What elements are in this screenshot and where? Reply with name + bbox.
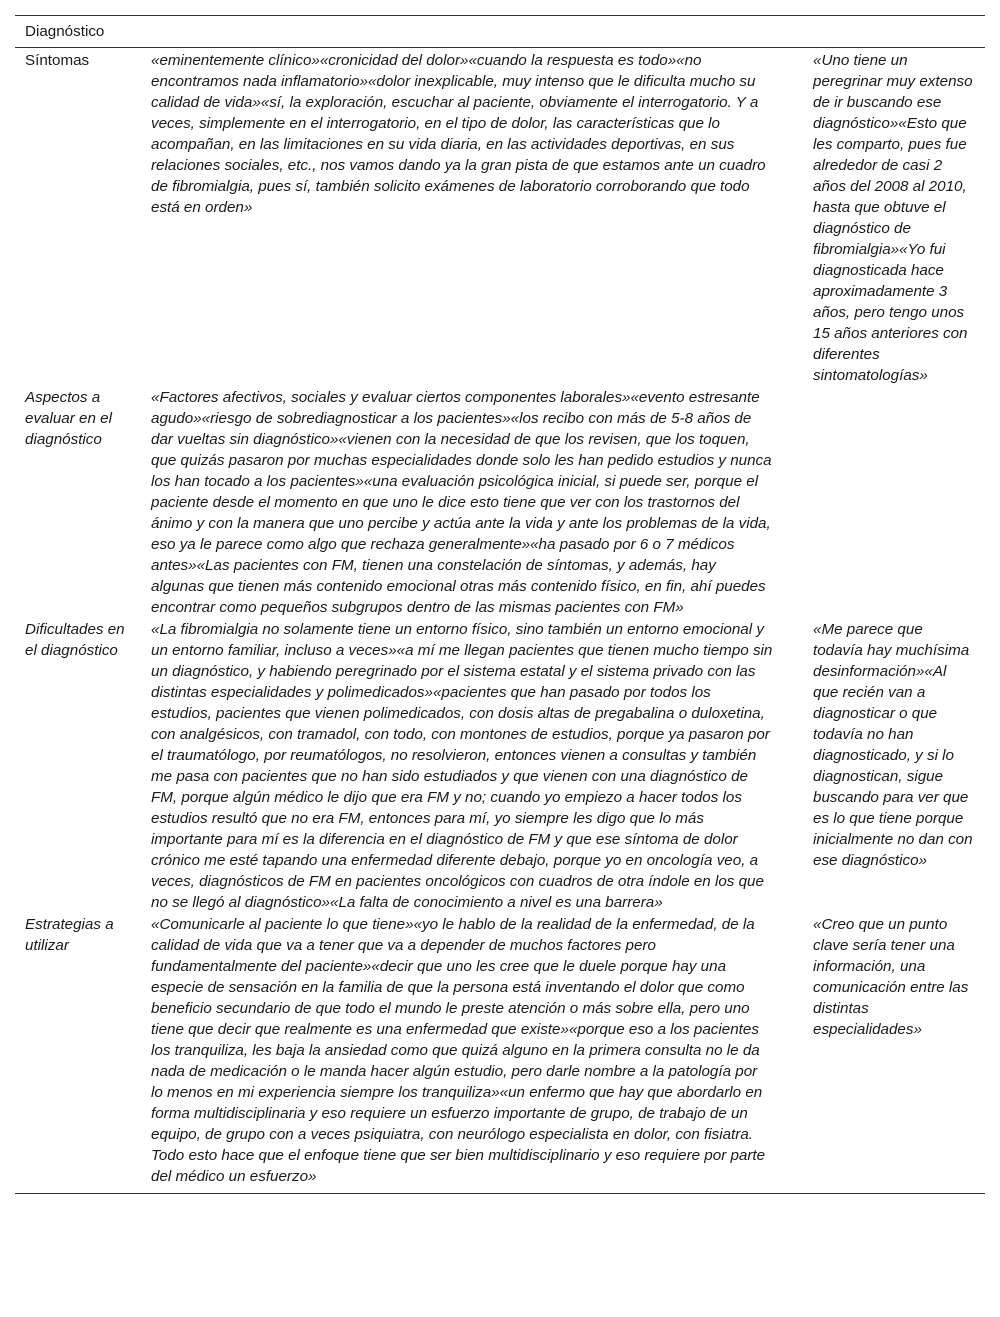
table-row-estrategias bbox=[15, 914, 985, 1194]
patient-quotes-estrategias: «Creo que un punto clave sería tener una información, una comunicación entre las distintas especialidades» bbox=[813, 916, 969, 1038]
professional-quotes-dificultades: «La fibromialgia no solamente tiene un entorno físico, sino también un entorno emocional y un entorno familiar, incluso a veces»«a mí me llegan pacientes que tienen mucho tiempo sin un diagnóstico, y habiendo peregrinado por el sistema estatal y el sistema privado con las distintas especialidades y polimedicados»«pacientes que han pasado por todos los estudios, pacientes que vienen polimedicados, con dosis altas de pregabalina o duloxetina, con analgésicos, con tramadol, con todo, con montones de estudios, porque ya pasaron por el traumatólogo, por reumatólogos, no resolvieron, entonces vienen a consultas y también me pasa con pacientes que no han sido estudiados y que vienen con una diagnóstico de FM, porque algún médico le dijo que era FM y no; cuando yo empiezo a hacer todos los estudios resultó que no era FM, entonces para mí, yo siempre les digo que lo más importante para mí es la diferencia en el diagnóstico de FM y que ese síntoma de dolor crónico me esté tapando una enfermedad diferente debajo, porque yo en oncología veo, a veces, diagnósticos de FM en pacientes oncológicos con cuadros de otra índole en los que no se llegó al diagnóstico»«La falta de conocimiento a nivel es una barrera» bbox=[151, 621, 773, 911]
patient-quotes-dificultades: «Me parece que todavía hay muchísima desinformación»«Al que recién van a diagnosticar o que todavía no han diagnosticado, y si lo diagnostican, sigue buscando para ver que es lo que tiene porque inicialmente no dan con ese diagnóstico» bbox=[813, 621, 973, 869]
patient-quotes-aspectos bbox=[803, 387, 985, 619]
diagnosis-quotes-table bbox=[15, 15, 985, 1194]
professional-quotes-sintomas: «eminentemente clínico»«cronicidad del dolor»«cuando la respuesta es todo»«no encontramos nada inflamatorio»«dolor inexplicable, muy intenso que le dificulta mucho su calidad de vida»«sí, la exploración, escuchar al paciente, obviamente el interrogatorio. Y a veces, simplemente en el interrogatorio, en el tipo de dolor, las características que lo acompañan, en las limitaciones en su vida diaria, en las actividades deportivas, en sus relaciones sociales, etc., nos vamos dando ya la gran pista de que estamos ante un cuadro de fibromialgia, pues sí, también solicito exámenes de laboratorio corroborando que todo está en orden» bbox=[151, 52, 766, 216]
row-label-estrategias: Estrategias a utilizar bbox=[25, 916, 114, 954]
table-row-aspectos bbox=[15, 387, 985, 619]
row-label-sintomas: Síntomas bbox=[25, 52, 90, 69]
table-row-sintomas bbox=[15, 48, 985, 388]
table-row-dificultades bbox=[15, 619, 985, 914]
professional-quotes-estrategias: «Comunicarle al paciente lo que tiene»«yo le hablo de la realidad de la enfermedad, de la calidad de vida que va a tener que va a depender de muchos factores pero fundamentalmente del paciente»«decir que uno les cree que le duele porque hay una especie de sensación en la familia de que la persona está inventando el dolor que como beneficio secundario de que todo el mundo le preste atención o más sobre ella, pero uno tiene que decir que realmente es una enfermedad que existe»«porque eso a los pacientes los tranquiliza, les baja la ansiedad como que quizá alguno en la primera consulta no le da nada de medicación o le manda hacer algún estudio, pero darle nombre a la patología por lo menos en mi experiencia siempre los tranquiliza»«un enfermo que hay que abordarlo en forma multidisciplinaria y eso requiere un esfuerzo importante de grupo, de trabajo de un equipo, de grupo con a veces psiquiatra, con neurólogo especialista en dolor, con fisiatra. Todo esto hace que el enfoque tiene que ser bien multidisciplinario y eso requiere por parte del médico un esfuerzo» bbox=[151, 916, 766, 1185]
row-label-aspectos: Aspectos a evaluar en el diagnóstico bbox=[25, 389, 112, 448]
table-header-diagnostico: Diagnóstico bbox=[25, 23, 105, 40]
quotes-table-container bbox=[15, 15, 985, 1194]
professional-quotes-aspectos: «Factores afectivos, sociales y evaluar ciertos componentes laborales»«evento estresante agudo»«riesgo de sobrediagnosticar a los pacientes»«los recibo con más de 5-8 años de dar vueltas sin diagnóstico»«vienen con la necesidad de que los revisen, que los toquen, que quizás pasaron por muchas especialidades donde solo les han pedido estudios y nunca los han tocado a los pacientes»«una evaluación psicológica inicial, si puede ser, porque el paciente desde el momento en que uno le dice esto tiene que ver con los trastornos del ánimo y con la manera que uno percibe y actúa ante la vida y ante los problemas de la vida, eso ya le parece como algo que rechaza generalmente»«ha pasado por 6 o 7 médicos antes»«Las pacientes con FM, tienen una constelación de síntomas, y además, hay algunas que tienen más contenido emocional otras más contenido físico, en fin, ahí puedes encontrar como pequeños subgrupos dentro de las mismas pacientes con FM» bbox=[151, 389, 772, 616]
patient-quotes-sintomas: «Uno tiene un peregrinar muy extenso de ir buscando ese diagnóstico»«Esto que les comparto, pues fue alrededor de casi 2 años del 2008 al 2010, hasta que obtuve el diagnóstico de fibromialgia»«Yo fui diagnosticada hace aproximadamente 3 años, pero tengo unos 15 años anteriores con diferentes sintomatologías» bbox=[813, 52, 973, 384]
table-header-row bbox=[15, 16, 985, 48]
row-label-dificultades: Dificultades en el diagnóstico bbox=[25, 621, 125, 659]
